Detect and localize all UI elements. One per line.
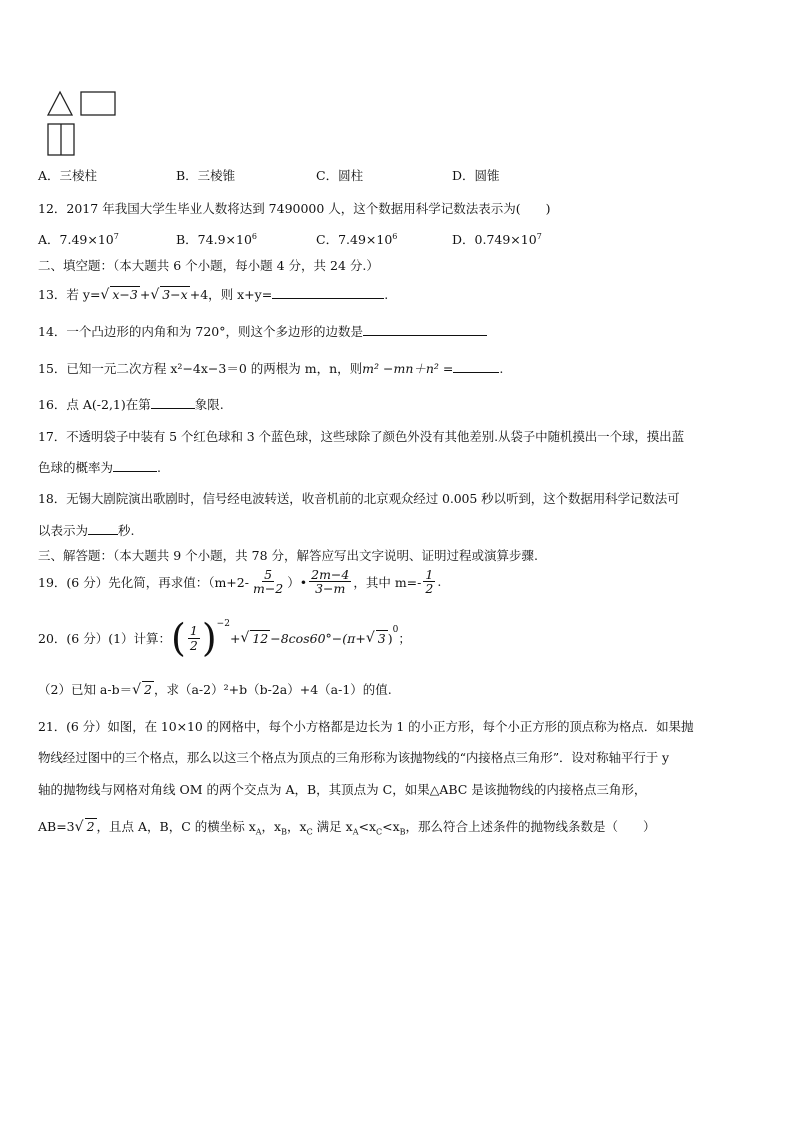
q20-part1: 20．(6 分）(1）计算： ( $\frac{1}{2}$ ) $^{-2}$ + √ 12 −8cos60°−(π+ √ 3 ) $^0$ ； [38, 616, 411, 660]
section-solutions-title: 三、解答题：（本大题共 9 个小题，共 78 分，解答应写出文字说明、证明过程或演算步骤. [38, 548, 538, 563]
q17-line1: 17．不透明袋子中装有 5 个红色球和 3 个蓝色球，这些球除了颜色外没有其他差别.从袋子中随机摸出一个球，摸出蓝 [38, 429, 684, 444]
section-fill-in-title: 二、填空题：（本大题共 6 个小题，每小题 4 分，共 24 分.） [38, 258, 379, 273]
q19-fraction-3: $\frac{1}{2}$ [425, 567, 434, 597]
q11-option-c: C．圆柱 [316, 168, 364, 183]
q21-line1: 21．(6 分）如图，在 10×10 的网格中，每个小方格都是边长为 1 的小正方形，每个小正方形的顶点称为格点．如果抛 [38, 719, 694, 734]
q20-part2: （2）已知 a-b＝√ 2 ，求（a-2）²+b（b-2a）+4（a-1）的值. [38, 682, 392, 698]
q19: 19．(6 分）先化简，再求值：（m+2- $\frac{5}{m-2}$ ）• $\frac{2m-4}{3-m}$ ，其中 m=- $\frac{1}{2}$ . [38, 567, 442, 597]
q21-line3: 轴的抛物线与网格对角线 OM 的两个交点为 A，B，其顶点为 C，如果△ABC 是该抛物线的内接格点三角形， [38, 782, 647, 797]
q14-answer-blank [363, 335, 487, 336]
front-view-triangle [48, 92, 72, 115]
q18-answer-blank [88, 534, 118, 535]
q15-expression: m² −mn＋n² = [362, 361, 454, 376]
q12-stem: 12．2017 年我国大学生毕业人数将达到 7490000 人，这个数据用科学记数法表示为( ) [38, 201, 551, 216]
q21-line4: AB=3√ 2 ，且点 A，B，C 的横坐标 $x_A$，$x_B$，$x_C$ 满足 $x_A<x_C<x_B$，那么符合上述条件的抛物线条数是（ ） [38, 819, 656, 837]
q20-fraction: $\frac{1}{2}$ [189, 623, 198, 653]
q12-options [38, 230, 638, 248]
q16-answer-blank [151, 408, 195, 409]
q12-option-a: A．$7.49\times 10^7$ [38, 231, 119, 247]
q18-line2: 以表示为 秒. [38, 523, 135, 538]
q12-option-b: B．$74.9\times 10^6$ [176, 231, 257, 247]
q12-option-c: C．$7.49\times 10^6$ [316, 231, 398, 247]
side-view-rectangle [81, 92, 115, 115]
q14: 14．一个凸边形的内角和为 720°，则这个多边形的边数是 [38, 322, 487, 340]
q15-answer-blank [453, 372, 499, 373]
q21-line2: 物线经过图中的三个格点，那么以这三个格点为顶点的三角形称为该抛物线的“内接格点三角形”．设对称轴平行于 y [38, 750, 670, 765]
q11-option-d: D．圆锥 [452, 168, 500, 183]
q11-option-b: B．三棱锥 [176, 168, 236, 183]
q17-answer-blank [113, 471, 157, 472]
q11-options [38, 166, 638, 184]
q15: 15．已知一元二次方程 x²−4x−3＝0 的两根为 m，n，则m² −mn＋n² = . [38, 361, 504, 376]
q12-option-d: D．$0.749\times 10^7$ [452, 231, 542, 247]
q13: 13．若 y=√ x−3 +√ 3−x +4，则 x+y= . [38, 287, 389, 303]
q17-line2: 色球的概率为 . [38, 460, 161, 475]
q19-fraction-2: $\frac{2m-4}{3-m}$ [311, 567, 350, 597]
three-view-figure [44, 88, 120, 158]
q11-option-a: A．三棱柱 [38, 168, 98, 183]
q19-fraction-1: $\frac{5}{m-2}$ [252, 567, 284, 597]
q16: 16．点 A(-2,1)在第 象限. [38, 397, 224, 412]
q13-answer-blank [272, 298, 384, 299]
q18-line1: 18．无锡大剧院演出歌剧时，信号经电波转送，收音机前的北京观众经过 0.005 秒以听到，这个数据用科学记数法可 [38, 491, 680, 506]
